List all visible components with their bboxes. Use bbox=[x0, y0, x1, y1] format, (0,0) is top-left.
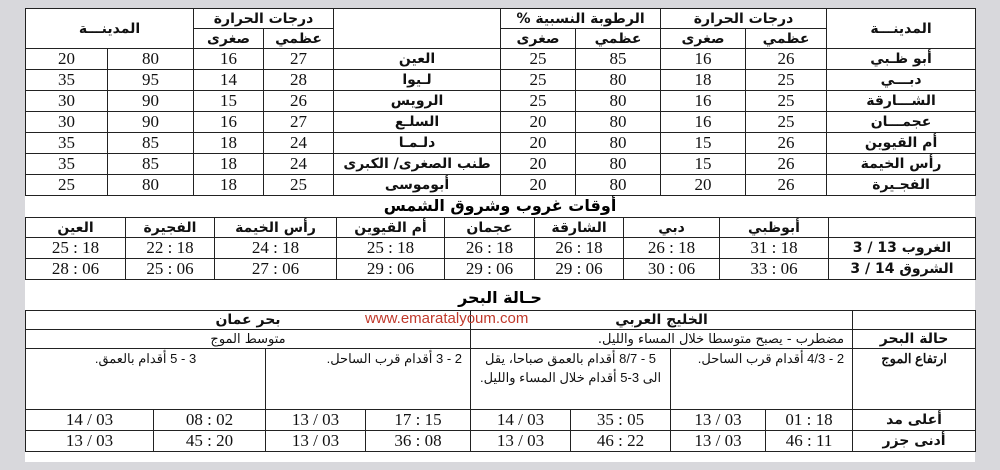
sun-city: دبي bbox=[624, 218, 720, 238]
value-tmin: 18 bbox=[661, 70, 746, 91]
tide-value: 03 / 13 bbox=[671, 431, 766, 452]
tide-value: 08 : 36 bbox=[366, 431, 471, 452]
city-name: رأس الخيمة bbox=[827, 154, 976, 175]
sun-time: 18 : 25 bbox=[337, 238, 445, 259]
value-hmax: 85 bbox=[108, 154, 194, 175]
sun-time: 06 : 30 bbox=[624, 259, 720, 280]
value-hmin: 20 bbox=[501, 175, 576, 196]
value-tmax: 28 bbox=[264, 70, 334, 91]
value-hmax: 95 bbox=[108, 70, 194, 91]
sun-time: 06 : 33 bbox=[720, 259, 829, 280]
table-row bbox=[26, 91, 976, 112]
sun-city: أم القيوين bbox=[337, 218, 445, 238]
oman-header: بحر عمان bbox=[26, 311, 471, 330]
city-name: العين bbox=[334, 49, 501, 70]
city-header: المدينـــة bbox=[827, 9, 976, 49]
value-hmax: 80 bbox=[108, 49, 194, 70]
value-hmax: 80 bbox=[576, 70, 661, 91]
sun-table bbox=[25, 217, 976, 280]
sun-city: رأس الخيمة bbox=[215, 218, 337, 238]
city-name: دبـــي bbox=[827, 70, 976, 91]
sun-header-row bbox=[26, 218, 976, 238]
value-tmax: 24 bbox=[264, 133, 334, 154]
value-tmax: 26 bbox=[746, 133, 827, 154]
value-hmax: 85 bbox=[576, 49, 661, 70]
city-name: الفجـيرة bbox=[827, 175, 976, 196]
tide-value: 03 / 13 bbox=[266, 431, 366, 452]
temp-header: درجات الحرارة bbox=[194, 9, 334, 29]
sea-state-row bbox=[26, 330, 976, 349]
value-tmax: 27 bbox=[264, 49, 334, 70]
value-tmin: 16 bbox=[194, 49, 264, 70]
humidity-header: الرطوبة النسبية % bbox=[501, 9, 661, 29]
state-label: حالة البحر bbox=[853, 330, 976, 349]
sun-row-label: الغروب 13 / 3 bbox=[829, 238, 976, 259]
value-hmin: 35 bbox=[26, 154, 108, 175]
sun-row bbox=[26, 259, 976, 280]
sun-time: 06 : 29 bbox=[337, 259, 445, 280]
wave-height: 3 - 5 أقدام بالعمق. bbox=[26, 349, 266, 410]
value-hmin: 30 bbox=[26, 112, 108, 133]
empty-cell bbox=[853, 311, 976, 330]
sun-city: الشارقة bbox=[535, 218, 624, 238]
value-tmax: 25 bbox=[746, 91, 827, 112]
value-tmin: 16 bbox=[661, 91, 746, 112]
value-tmin: 16 bbox=[194, 112, 264, 133]
value-hmin: 25 bbox=[501, 91, 576, 112]
tide-value: 03 / 13 bbox=[471, 431, 571, 452]
value-tmax: 24 bbox=[264, 154, 334, 175]
empty-cell bbox=[829, 218, 976, 238]
city-name: أبو ظـبي bbox=[827, 49, 976, 70]
tide-value: 15 : 17 bbox=[366, 410, 471, 431]
value-hmax: 80 bbox=[108, 175, 194, 196]
max-header: عظمي bbox=[746, 29, 827, 49]
value-hmin: 25 bbox=[26, 175, 108, 196]
tide-value: 03 / 13 bbox=[266, 410, 366, 431]
sun-city: العين bbox=[26, 218, 126, 238]
city-name: السلـع bbox=[334, 112, 501, 133]
sun-time: 06 : 28 bbox=[26, 259, 126, 280]
value-tmax: 26 bbox=[746, 175, 827, 196]
value-hmax: 80 bbox=[576, 133, 661, 154]
value-hmax: 85 bbox=[108, 133, 194, 154]
tide-row bbox=[26, 431, 976, 452]
value-tmin: 20 bbox=[661, 175, 746, 196]
tide-label: أعلى مد bbox=[853, 410, 976, 431]
value-tmin: 15 bbox=[661, 133, 746, 154]
wave-height: 5 - 8/7 أقدام بالعمق صباحا، يقل الى 3-5 أقدام خلال المساء والليل. bbox=[471, 349, 671, 410]
sea-table bbox=[25, 310, 976, 452]
city-name: دلـمـا bbox=[334, 133, 501, 154]
humidity-header: المدينـــة bbox=[26, 9, 194, 49]
value-hmin: 35 bbox=[26, 70, 108, 91]
value-tmin: 18 bbox=[194, 133, 264, 154]
city-name: لـيوا bbox=[334, 70, 501, 91]
sun-time: 18 : 24 bbox=[215, 238, 337, 259]
value-tmin: 16 bbox=[661, 112, 746, 133]
value-tmax: 25 bbox=[746, 112, 827, 133]
wave-row bbox=[26, 349, 976, 410]
tide-value: 03 / 13 bbox=[26, 431, 154, 452]
sun-time: 06 : 27 bbox=[215, 259, 337, 280]
watermark: www.emaratalyoum.com bbox=[365, 310, 529, 327]
city-name: الشـــارقة bbox=[827, 91, 976, 112]
gulf-header: الخليج العربي bbox=[471, 311, 853, 330]
sun-time: 06 : 29 bbox=[445, 259, 535, 280]
value-hmin: 35 bbox=[26, 133, 108, 154]
sun-title: أوقات غروب وشروق الشمس bbox=[383, 196, 617, 215]
value-tmin: 15 bbox=[194, 91, 264, 112]
tide-label: أدنى جزر bbox=[853, 431, 976, 452]
sun-city: أبوظبي bbox=[720, 218, 829, 238]
value-hmin: 25 bbox=[501, 49, 576, 70]
oman-state: متوسط الموج bbox=[26, 330, 471, 349]
value-tmax: 25 bbox=[264, 175, 334, 196]
table-row bbox=[26, 154, 976, 175]
wave-label: ارتفاع الموج bbox=[853, 349, 976, 410]
sun-time: 18 : 26 bbox=[535, 238, 624, 259]
gulf-state: مضطرب - يصبح متوسطا خلال المساء والليل. bbox=[471, 330, 853, 349]
tide-value: 20 : 45 bbox=[154, 431, 266, 452]
sun-city: الفجيرة bbox=[126, 218, 215, 238]
sun-row-label: الشروق 14 / 3 bbox=[829, 259, 976, 280]
value-hmin: 25 bbox=[501, 70, 576, 91]
table-row bbox=[26, 70, 976, 91]
value-hmin: 20 bbox=[501, 133, 576, 154]
table-row bbox=[26, 112, 976, 133]
value-hmax: 80 bbox=[576, 112, 661, 133]
value-tmin: 14 bbox=[194, 70, 264, 91]
tide-value: 05 : 35 bbox=[571, 410, 671, 431]
tide-value: 22 : 46 bbox=[571, 431, 671, 452]
header-row bbox=[26, 9, 976, 29]
value-hmax: 80 bbox=[576, 175, 661, 196]
table-row bbox=[26, 133, 976, 154]
tide-row bbox=[26, 410, 976, 431]
sun-time: 18 : 25 bbox=[26, 238, 126, 259]
value-tmax: 25 bbox=[746, 70, 827, 91]
value-tmin: 16 bbox=[661, 49, 746, 70]
max-header: عظمي bbox=[264, 29, 334, 49]
sun-time: 06 : 29 bbox=[535, 259, 624, 280]
value-tmin: 18 bbox=[194, 154, 264, 175]
city-name: الرويس bbox=[334, 91, 501, 112]
tide-value: 03 / 14 bbox=[26, 410, 154, 431]
value-hmax: 90 bbox=[108, 112, 194, 133]
tide-value: 11 : 46 bbox=[766, 431, 853, 452]
min-header: صغرى bbox=[194, 29, 264, 49]
city-name: أم القيوين bbox=[827, 133, 976, 154]
city-name: أبوموسى bbox=[334, 175, 501, 196]
value-hmax: 80 bbox=[576, 91, 661, 112]
sun-time: 18 : 31 bbox=[720, 238, 829, 259]
sun-time: 18 : 22 bbox=[126, 238, 215, 259]
sun-time: 06 : 25 bbox=[126, 259, 215, 280]
sun-time: 18 : 26 bbox=[445, 238, 535, 259]
weather-table bbox=[25, 8, 976, 196]
table-row bbox=[26, 175, 976, 196]
value-hmin: 20 bbox=[501, 112, 576, 133]
tide-value: 02 : 08 bbox=[154, 410, 266, 431]
city-header bbox=[334, 9, 501, 49]
value-hmin: 30 bbox=[26, 91, 108, 112]
sun-time: 18 : 26 bbox=[624, 238, 720, 259]
city-name: طنب الصغرى/ الكبرى bbox=[334, 154, 501, 175]
wave-height: 2 - 3 أقدام قرب الساحل. bbox=[266, 349, 471, 410]
weather-report-page bbox=[25, 8, 975, 462]
value-tmax: 26 bbox=[746, 49, 827, 70]
value-tmax: 26 bbox=[264, 91, 334, 112]
sun-row bbox=[26, 238, 976, 259]
min-header: صغرى bbox=[661, 29, 746, 49]
wave-height: 2 - 4/3 أقدام قرب الساحل. bbox=[671, 349, 853, 410]
value-hmin: 20 bbox=[501, 154, 576, 175]
value-tmax: 26 bbox=[746, 154, 827, 175]
min-header: صغرى bbox=[501, 29, 576, 49]
sea-title: حـالة البحر bbox=[458, 288, 542, 307]
table-row bbox=[26, 49, 976, 70]
tide-value: 18 : 01 bbox=[766, 410, 853, 431]
value-hmax: 80 bbox=[576, 154, 661, 175]
value-tmin: 18 bbox=[194, 175, 264, 196]
value-tmin: 15 bbox=[661, 154, 746, 175]
temp-header: درجات الحرارة bbox=[661, 9, 827, 29]
sun-city: عجمان bbox=[445, 218, 535, 238]
city-name: عجمـــان bbox=[827, 112, 976, 133]
value-tmax: 27 bbox=[264, 112, 334, 133]
max-header: عظمي bbox=[576, 29, 661, 49]
tide-value: 03 / 13 bbox=[671, 410, 766, 431]
value-hmax: 90 bbox=[108, 91, 194, 112]
tide-value: 03 / 14 bbox=[471, 410, 571, 431]
value-hmin: 20 bbox=[26, 49, 108, 70]
